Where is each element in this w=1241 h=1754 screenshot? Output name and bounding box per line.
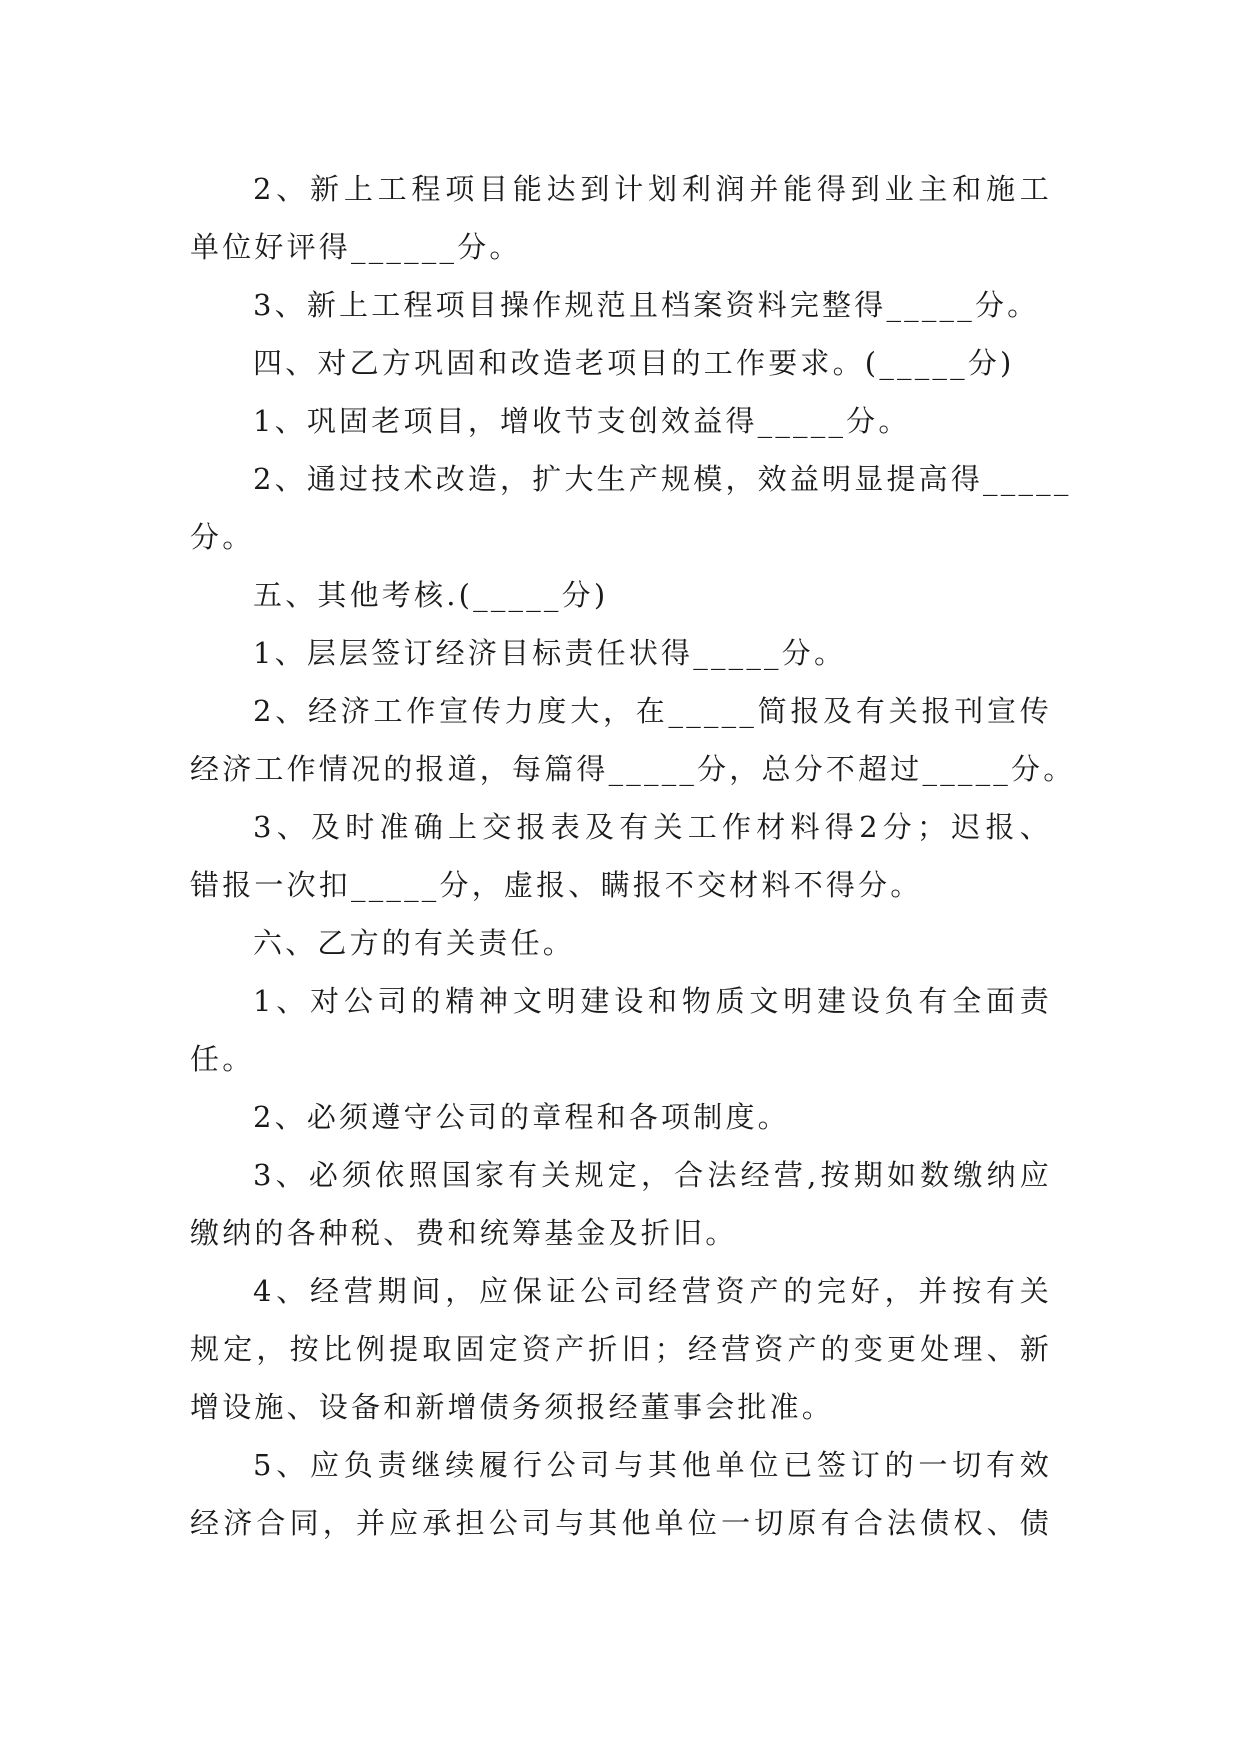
document-body [190, 160, 1076, 1552]
section-heading: 五、其他考核.(_____分) [253, 578, 609, 612]
text-line: 1、层层签订经济目标责任状得_____分。 [253, 636, 847, 670]
text-line: 5、应负责继续履行公司与其他单位已签订的一切有效 [253, 1448, 1052, 1482]
text-line: 2、通过技术改造，扩大生产规模，效益明显提高得_____ [253, 462, 1072, 496]
text-line: 1、对公司的精神文明建设和物质文明建设负有全面责 [253, 984, 1052, 1018]
text-line: 增设施、设备和新增债务须报经董事会批准。 [190, 1390, 835, 1424]
text-line: 单位好评得______分。 [190, 230, 522, 264]
text-line: 2、经济工作宣传力度大，在_____简报及有关报刊宣传 [253, 694, 1052, 728]
text-line: 缴纳的各种税、费和统筹基金及折旧。 [190, 1216, 738, 1250]
text-line: 任。 [190, 1042, 255, 1076]
text-line: 4、经营期间，应保证公司经营资产的完好，并按有关 [253, 1274, 1052, 1308]
text-line: 经济合同，并应承担公司与其他单位一切原有合法债权、债 [190, 1506, 1052, 1540]
text-line: 错报一次扣_____分，虚报、瞒报不交材料不得分。 [190, 868, 923, 902]
text-line: 分。 [190, 520, 255, 554]
section-heading: 四、对乙方巩固和改造老项目的工作要求。(_____分) [253, 346, 1015, 380]
text-line: 3、及时准确上交报表及有关工作材料得2分；迟报、 [253, 810, 1052, 844]
text-line: 规定，按比例提取固定资产折旧；经营资产的变更处理、新 [190, 1332, 1052, 1366]
text-line: 2、必须遵守公司的章程和各项制度。 [253, 1100, 790, 1134]
text-line: 经济工作情况的报道，每篇得_____分，总分不超过_____分。 [190, 752, 1076, 786]
text-line: 1、巩固老项目，增收节支创效益得_____分。 [253, 404, 911, 438]
text-line: 2、新上工程项目能达到计划利润并能得到业主和施工 [253, 172, 1052, 206]
text-line: 3、新上工程项目操作规范且档案资料完整得_____分。 [253, 288, 1040, 322]
text-line: 3、必须依照国家有关规定，合法经营,按期如数缴纳应 [253, 1158, 1052, 1192]
section-heading: 六、乙方的有关责任。 [253, 926, 576, 960]
